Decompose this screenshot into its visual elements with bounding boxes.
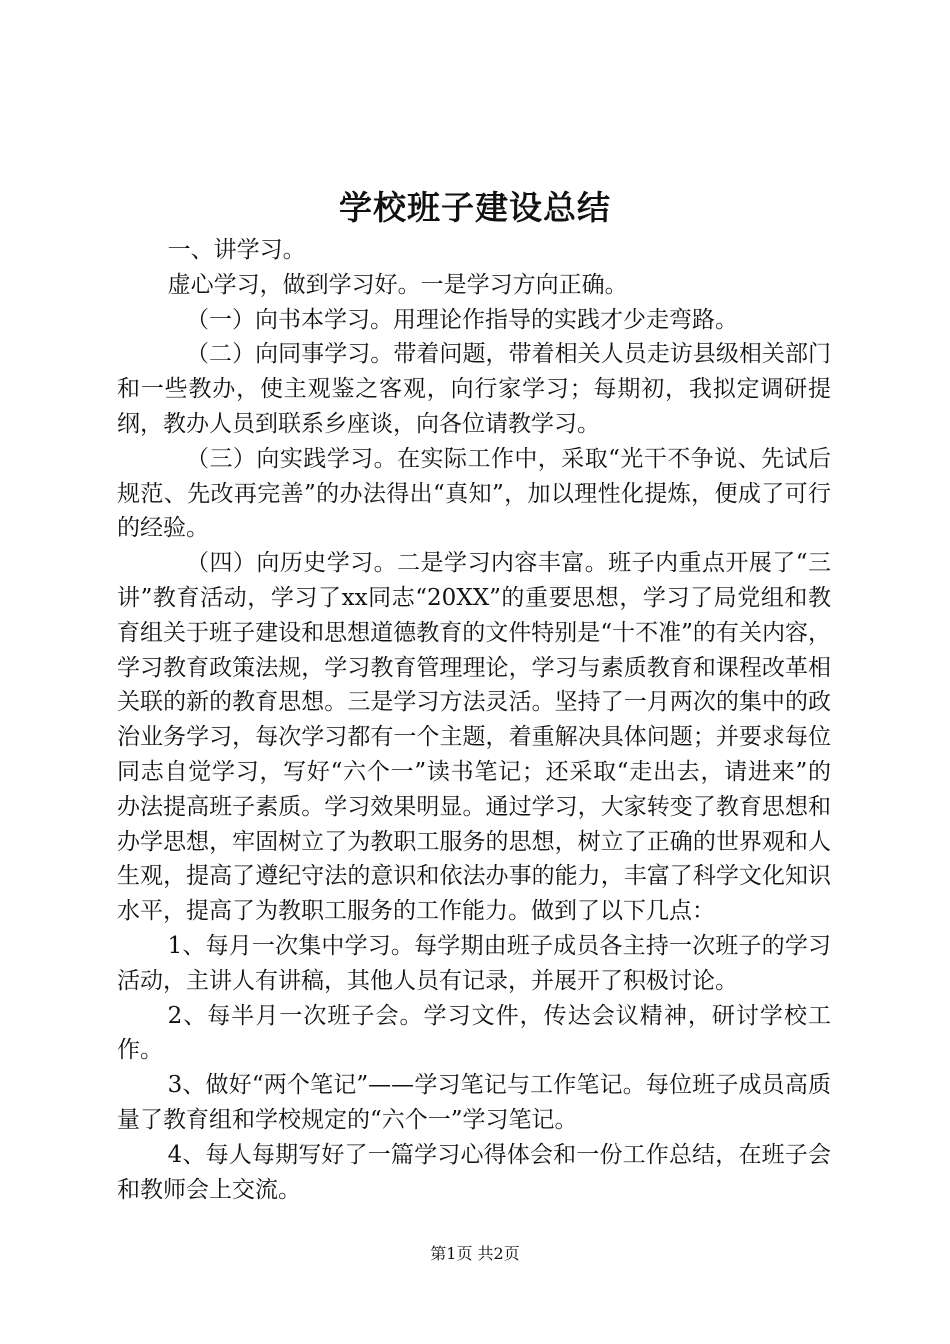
paragraph: 虚心学习，做到学习好。一是学习方向正确。 (167, 271, 628, 298)
document-title: 学校班子建设总结 (339, 188, 611, 227)
list-item: 4、每人每期写好了一篇学习心得体会和一份工作总结，在班子会和教师会上交流。 (117, 1141, 831, 1203)
document-body (117, 233, 831, 1207)
paragraph: （一）向书本学习。用理论作指导的实践才少走弯路。 (186, 306, 738, 333)
list-item: 2、每半月一次班子会。学习文件，传达会议精神，研讨学校工作。 (117, 1002, 831, 1064)
list-item: 3、做好“两个笔记”——学习笔记与工作笔记。每位班子成员高质量了教育组和学校规定的“六个一”学习笔记。 (117, 1072, 831, 1133)
page-number-footer: 第1页 共2页 (430, 1244, 520, 1263)
list-item: 1、每月一次集中学习。每学期由班子成员各主持一次班子的学习活动，主讲人有讲稿，其他人员有记录，并展开了积极讨论。 (117, 932, 831, 994)
section-heading: 一、讲学习。 (167, 237, 306, 263)
paragraph: （二）向同事学习。带着问题，带着相关人员走访县级相关部门和一些教办，使主观鉴之客观，向行家学习；每期初，我拟定调研提纲，教办人员到联系乡座谈，向各位请教学习。 (117, 341, 831, 437)
paragraph: （四）向历史学习。二是学习内容丰富。班子内重点开展了“三讲”教育活动，学习了xx同志“20XX”的重要思想，学习了局党组和教育组关于班子建设和思想道德教育的文件特别是“十不准”的有关内容，学习教育政策法规，学习教育管理理论，学习与素质教育和课程改革相关联的新的教育思想。三是学习方法灵活。坚持了一月两次的集中的政治业务学习，每次学习都有一个主题，着重解决具体问题；并要求每位同志自觉学习，写好“六个一”读书笔记；还采取“走出去，请进来”的办法提高班子素质。学习效果明显。通过学习，大家转变了教育思想和办学思想，牢固树立了为教职工服务的思想，树立了正确的世界观和人生观，提高了遵纪守法的意识和依法办事的能力，丰富了科学文化知识水平，提高了为教职工服务的工作能力。做到了以下几点： (117, 550, 831, 925)
paragraph: （三）向实践学习。在实际工作中，采取“光干不争说、先试后规范、先改再完善”的办法得出“真知”，加以理性化提炼，便成了可行的经验。 (117, 445, 831, 542)
